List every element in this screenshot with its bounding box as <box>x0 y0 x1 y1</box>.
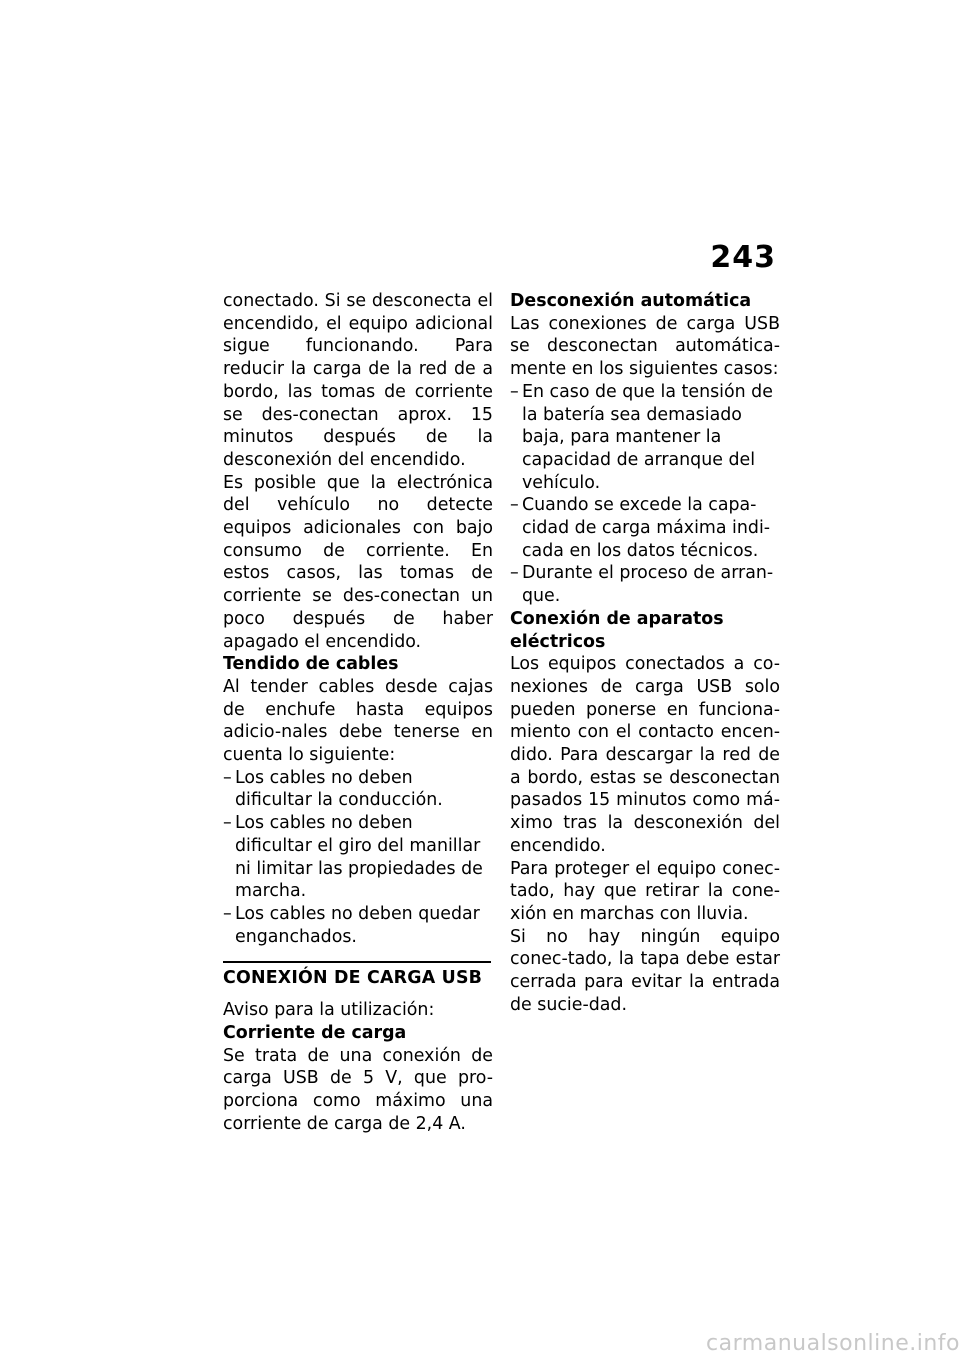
list-marker: – <box>223 903 232 924</box>
intro-paragraph-2: Es posible que la electrónica del vehículo no detecte equipos adicionales con bajo consumo de corriente. En estos casos, las tomas de corriente se des-conectan un poco después de haber apagado el encendido. <box>223 472 493 652</box>
devices-paragraph-3: Si no hay ningún equipo conec-tado, la tapa debe estar cerrada para evitar la entrada de sucie-dad. <box>510 926 780 1015</box>
page-number: 243 <box>710 240 776 275</box>
list-item: – Los cables no deben dificultar la conducción. <box>223 767 443 811</box>
auto-disconnect-heading: Desconexión automática <box>510 291 752 311</box>
list-item: – Los cables no deben quedar enganchados. <box>223 903 480 947</box>
current-text: Se trata de una conexión de carga USB de 5 V, que pro-porciona como máximo una corriente de carga de 2,4 A. <box>223 1045 493 1134</box>
usb-notice: Aviso para la utilización: <box>223 1000 435 1021</box>
auto-disconnect-list <box>510 381 780 608</box>
list-item: – En caso de que la tensión de la batería sea demasiado baja, para mantener la capacidad de arranque del vehículo. <box>510 381 773 493</box>
cable-intro: Al tender cables desde cajas de enchufe hasta equipos adicio-nales debe tenerse en cuenta lo siguiente: <box>223 676 493 766</box>
list-marker: – <box>510 381 519 402</box>
devices-heading: Conexión de aparatos eléctricos <box>510 608 724 652</box>
list-marker: – <box>510 563 519 584</box>
list-marker: – <box>223 813 232 834</box>
devices-paragraph-2: Para proteger el equipo conec-tado, hay que retirar la cone-xión en marchas con lluvia. <box>510 858 780 924</box>
auto-disconnect-intro: Las conexiones de carga USB se desconectan automática-mente en los siguientes casos: <box>510 313 780 380</box>
right-column <box>510 290 780 1017</box>
left-column <box>223 290 493 1135</box>
list-item: – Durante el proceso de arran-que. <box>510 563 774 607</box>
devices-paragraph-1: Los equipos conectados a co-nexiones de carga USB solo pueden ponerse en funciona-miento con el contacto encen-dido. Para descargar la red de a bordo, estas se desconectan pasados 15 minutos como má-ximo tras la desconexión del encendido. <box>510 654 780 856</box>
current-heading: Corriente de carga <box>223 1022 407 1043</box>
list-item: – Los cables no deben dificultar el giro del manillar ni limitar las propiedades de marcha. <box>223 813 483 902</box>
intro-paragraph-1: conectado. Si se desconecta el encendido, el equipo adicional sigue funcionando. Para reducir la carga de la red de a bordo, las tomas de corriente se des-conectan aprox. 15 minutos después de la desconexión del encendido. <box>223 291 493 470</box>
watermark-text: carmanualsonline.info <box>706 1331 960 1356</box>
section-divider <box>223 961 491 963</box>
usb-section-heading: CONEXIÓN DE CARGA USB <box>223 968 483 989</box>
list-marker: – <box>510 495 519 516</box>
list-item: – Cuando se excede la capa-cidad de carga máxima indi-cada en los datos técnicos. <box>510 495 771 561</box>
cable-list <box>223 767 493 949</box>
cable-heading: Tendido de cables <box>223 654 399 675</box>
list-marker: – <box>223 767 232 788</box>
